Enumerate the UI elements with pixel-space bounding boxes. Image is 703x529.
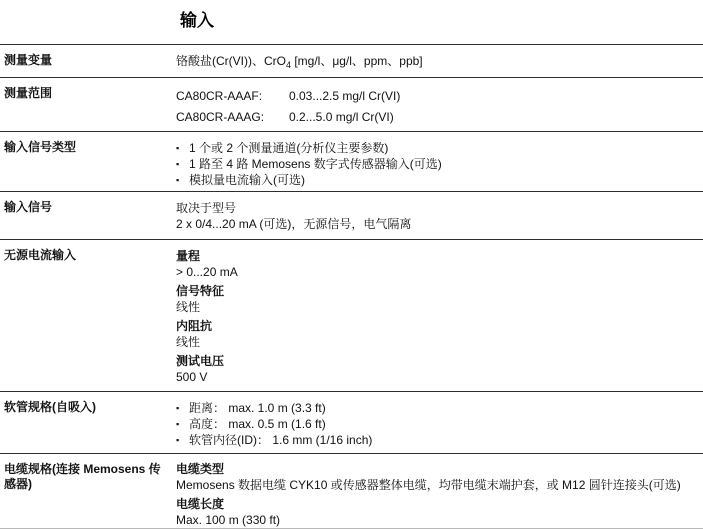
- subgroup-heading: 电缆长度: [176, 497, 225, 511]
- spec-subgroup: [176, 248, 697, 280]
- row-content-input-signal-types: [176, 132, 703, 191]
- bullet-item: [176, 416, 697, 432]
- row-content-measured-variable: [176, 45, 703, 77]
- subgroup-value: 500 V: [176, 370, 208, 384]
- bullet-square-icon: ▪: [176, 143, 180, 153]
- row-content-passive-current-input: [176, 240, 703, 391]
- row-label-measured-variable: 测量变量: [4, 53, 53, 67]
- bullet-text: 软管内径(ID)： 1.6 mm (1/16 inch): [189, 433, 373, 447]
- bullet-item: [176, 156, 697, 172]
- measured-variable-units: [mg/l、μg/l、ppm、ppb]: [291, 54, 423, 68]
- subgroup-heading: 量程: [176, 249, 201, 263]
- input-signal-line: 2 x 0/4...20 mA (可选)，无源信号，电气隔离: [176, 217, 412, 231]
- spec-row-measured-variable: [0, 44, 703, 77]
- subgroup-value: 线性: [176, 300, 201, 314]
- spec-subgroup: [176, 496, 697, 528]
- row-content-cable-spec: [176, 454, 703, 528]
- spec-row-measuring-range: [0, 77, 703, 131]
- subgroup-value: Max. 100 m (330 ft): [176, 513, 281, 527]
- bullet-text: 1 路至 4 路 Memosens 数字式传感器输入(可选): [189, 157, 442, 171]
- row-label-cable-spec: 电缆规格(连接 Memosens 传感器): [4, 462, 161, 491]
- row-label-input-signal: 输入信号: [4, 200, 53, 214]
- subgroup-value: 线性: [176, 335, 201, 349]
- bullet-square-icon: ▪: [176, 435, 180, 445]
- model-code: CA80CR-AAAG:: [176, 110, 265, 124]
- measuring-range-line: [176, 86, 697, 107]
- measuring-range-line: [176, 107, 697, 128]
- row-label-measuring-range: 测量范围: [4, 86, 53, 100]
- spec-row-cable-spec: [0, 453, 703, 529]
- spec-row-input-signal: [0, 191, 703, 239]
- spec-subgroup: [176, 461, 697, 493]
- bullet-square-icon: ▪: [176, 403, 180, 413]
- input-signal-line: 取决于型号: [176, 201, 237, 215]
- spec-row-hose-spec: [0, 391, 703, 453]
- spec-subgroup: [176, 283, 697, 315]
- spec-table: [0, 44, 703, 529]
- spec-subgroup: [176, 318, 697, 350]
- subgroup-heading: 内阻抗: [176, 319, 213, 333]
- spec-row-input-signal-types: [0, 131, 703, 191]
- bullet-item: [176, 432, 697, 448]
- model-range: 0.03...2.5 mg/l Cr(VI): [289, 89, 401, 103]
- bullet-square-icon: ▪: [176, 159, 180, 169]
- row-content-input-signal: [176, 192, 703, 239]
- bullet-item: [176, 172, 697, 188]
- subgroup-heading: 电缆类型: [176, 462, 225, 476]
- model-range: 0.2...5.0 mg/l Cr(VI): [289, 110, 394, 124]
- bullet-square-icon: ▪: [176, 419, 180, 429]
- subgroup-value: Memosens 数据电缆 CYK10 或传感器整体电缆，均带电缆末端护套，或 M12 圆针连接头(可选): [176, 478, 681, 492]
- subgroup-value: > 0...20 mA: [176, 265, 238, 279]
- measured-variable-text: 铬酸盐(Cr(VI))、CrO: [176, 54, 286, 68]
- spec-subgroup: [176, 353, 697, 385]
- row-label-hose-spec: 软管规格(自吸入): [4, 400, 96, 414]
- bullet-square-icon: ▪: [176, 175, 180, 185]
- row-content-hose-spec: [176, 392, 703, 453]
- subgroup-heading: 信号特征: [176, 284, 225, 298]
- model-code: CA80CR-AAAF:: [176, 89, 263, 103]
- bullet-item: [176, 140, 697, 156]
- page-title: 输入: [180, 11, 214, 30]
- bullet-item: [176, 400, 697, 416]
- bullet-text: 1 个或 2 个测量通道(分析仪主要参数): [189, 141, 389, 155]
- row-label-input-signal-types: 输入信号类型: [4, 140, 77, 154]
- bullet-text: 距离： max. 1.0 m (3.3 ft): [189, 401, 326, 415]
- row-label-passive-current-input: 无源电流输入: [4, 248, 77, 262]
- spec-row-passive-current-input: [0, 239, 703, 391]
- bullet-text: 高度： max. 0.5 m (1.6 ft): [189, 417, 326, 431]
- chemical-formula-subscript: 4: [285, 60, 291, 70]
- row-content-measuring-range: [176, 78, 703, 131]
- subgroup-heading: 测试电压: [176, 354, 225, 368]
- bullet-text: 模拟量电流输入(可选): [189, 173, 305, 187]
